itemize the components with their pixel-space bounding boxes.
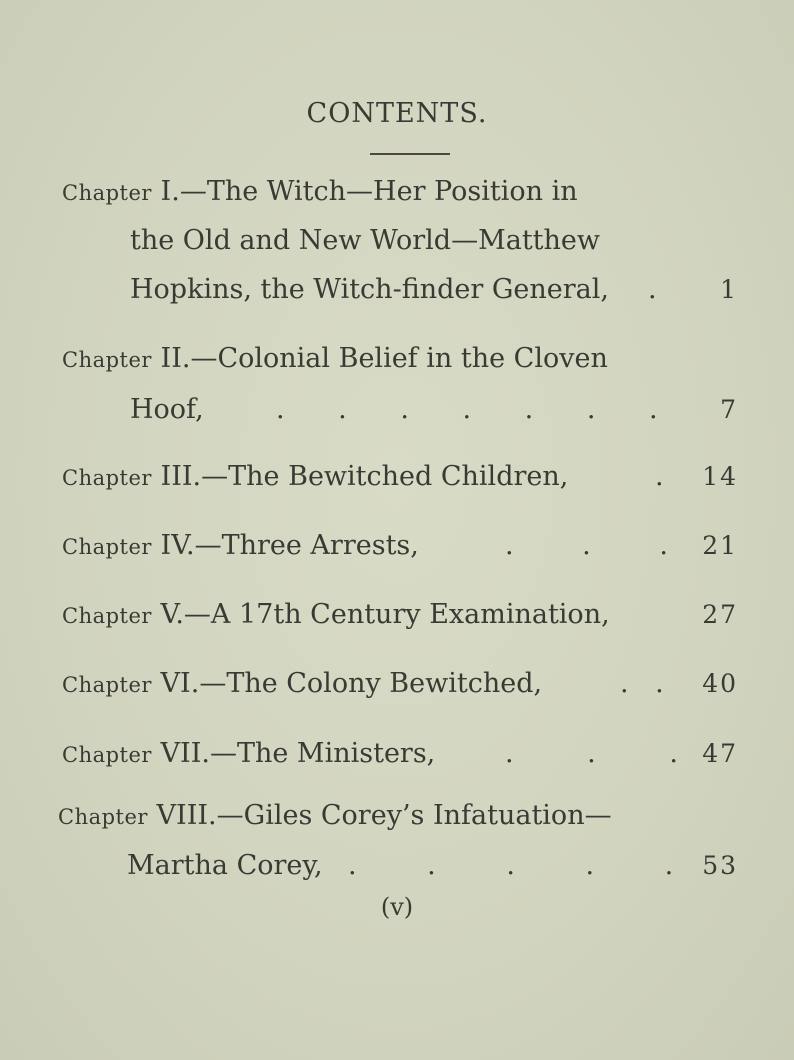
chapter-numeral: II. <box>151 343 191 374</box>
toc-entry-8-line-2 <box>0 846 794 886</box>
chapter-title: —Three Arrests, <box>194 530 419 561</box>
leader-dots: . . . . . . . <box>276 394 658 425</box>
chapter-numeral: III. <box>151 461 202 492</box>
toc-entry-5 <box>0 595 794 635</box>
page-number: 7 <box>720 395 738 424</box>
toc-entry-3 <box>0 457 794 497</box>
chapter-label: Chapter <box>62 348 152 372</box>
chapter-numeral: VI. <box>151 668 200 699</box>
toc-entry-6 <box>0 664 794 704</box>
heading-rule <box>370 153 450 155</box>
page-number: 47 <box>702 739 738 768</box>
chapter-numeral: IV. <box>151 530 195 561</box>
leader-dots: . . . <box>505 738 678 769</box>
toc-entry-4 <box>0 526 794 566</box>
chapter-numeral: VII. <box>151 738 210 769</box>
chapter-numeral: V. <box>151 599 184 630</box>
chapter-title: the Old and New World—Matthew <box>130 225 601 256</box>
chapter-label: Chapter <box>62 743 152 767</box>
chapter-title: Hoof, <box>130 394 204 425</box>
page-number: 14 <box>702 462 738 491</box>
chapter-title: Martha Corey, <box>127 850 323 881</box>
chapter-label: Chapter <box>62 181 152 205</box>
chapter-label: Chapter <box>62 673 152 697</box>
chapter-numeral: I. <box>151 176 180 207</box>
leader-dots: . . . . . <box>348 850 674 881</box>
page-number: 1 <box>720 275 738 304</box>
chapter-title: —A 17th Century Examination, <box>183 599 610 630</box>
chapter-title: —The Ministers, <box>209 738 436 769</box>
chapter-title: —Giles Corey’s Infatuation— <box>216 800 612 831</box>
toc-entry-8-line-1 <box>0 796 794 836</box>
leader-dots: . . . <box>505 530 668 561</box>
chapter-numeral: VIII. <box>147 800 217 831</box>
chapter-title: —Colonial Belief in the Cloven <box>190 343 608 374</box>
chapter-title: Hopkins, the Witch-finder General, <box>130 274 609 305</box>
page-number: 27 <box>702 600 738 629</box>
toc-entry-2-line-1 <box>0 339 794 379</box>
leader-dots: . <box>655 461 664 492</box>
page-number: 21 <box>702 531 738 560</box>
toc-entry-1-line-1 <box>0 172 794 212</box>
chapter-label: Chapter <box>62 604 152 628</box>
contents-heading: CONTENTS. <box>306 98 488 129</box>
chapter-title: —The Colony Bewitched, <box>199 668 543 699</box>
toc-entry-1-line-3 <box>0 270 794 310</box>
chapter-label: Chapter <box>62 466 152 490</box>
leader-dots: . . <box>620 668 664 699</box>
page-number: 53 <box>702 851 738 880</box>
leader-dots: . <box>648 274 657 305</box>
toc-entry-1-line-2 <box>0 221 794 261</box>
toc-entry-2-line-2 <box>0 390 794 430</box>
page-number: 40 <box>702 669 738 698</box>
chapter-title: —The Bewitched Children, <box>201 461 569 492</box>
chapter-label: Chapter <box>58 805 148 829</box>
chapter-label: Chapter <box>62 535 152 559</box>
toc-entry-7 <box>0 734 794 774</box>
folio-page-number: (v) <box>380 893 414 921</box>
chapter-title: —The Witch—Her Position in <box>179 176 578 207</box>
